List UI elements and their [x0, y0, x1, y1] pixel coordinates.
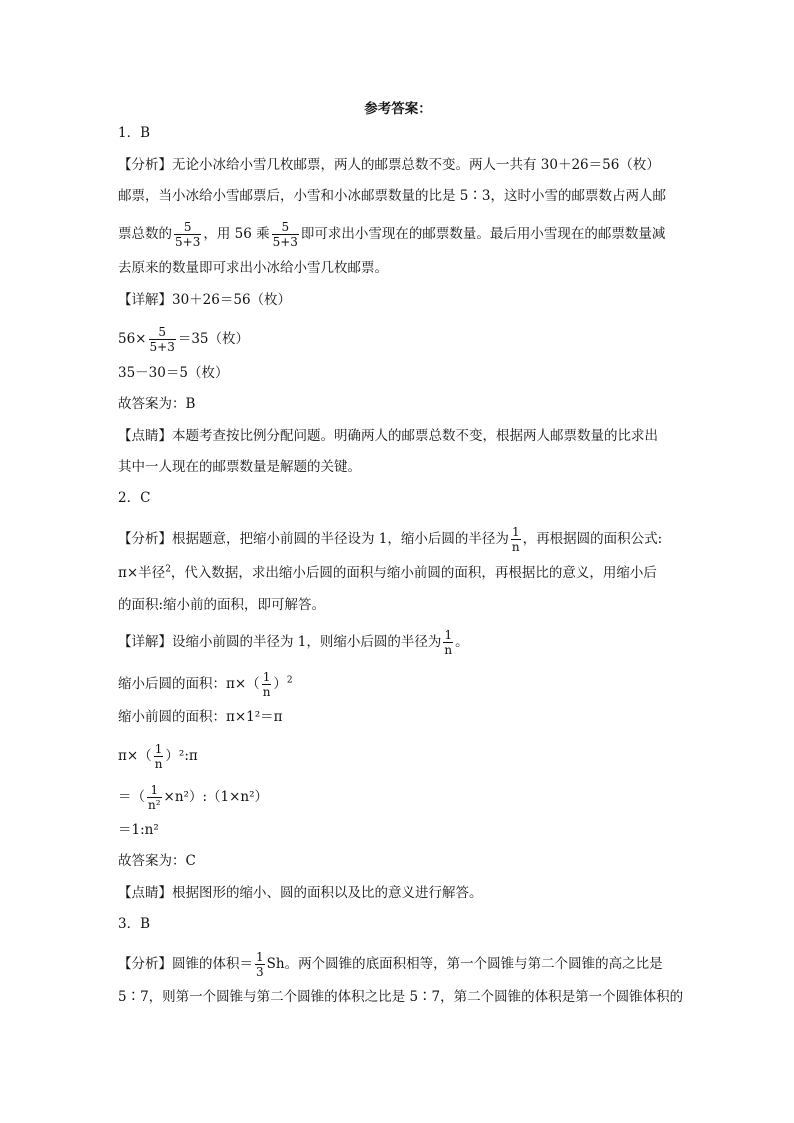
text: ）	[273, 676, 287, 692]
text: 即可求出小雪现在的邮票数量。最后用小雪现在的邮票数量减	[300, 226, 666, 242]
q2-comment: 【点睛】根据图形的缩小、圆的面积以及比的意义进行解答。	[118, 885, 483, 901]
text: 【详解】设缩小前圆的半径为 1，则缩小后圆的半径为	[118, 634, 442, 650]
q1-detail-line1: 【详解】30＋26＝56（枚）	[118, 292, 292, 308]
q2-answer: 2．C	[118, 490, 151, 506]
q1-final-answer: 故答案为：B	[118, 396, 196, 412]
numerator: 1	[256, 950, 264, 964]
q1-analysis-line2: 邮票，当小冰给小雪邮票后，小雪和小冰邮票数量的比是 5∶3，这时小雪的邮票数占两人邮	[118, 188, 666, 204]
text: Sh。两个圆锥的底面积相等，第一个圆锥与第二个圆锥的高之比是	[266, 956, 663, 972]
text: 缩小后圆的面积：π×（	[118, 676, 260, 692]
text: ）²:π	[165, 748, 198, 764]
q1-analysis-line3	[118, 220, 665, 249]
text: ×n²）:（1×n²）	[163, 789, 269, 805]
denominator: n	[262, 685, 271, 699]
numerator: 1	[444, 628, 453, 642]
fraction	[147, 783, 162, 812]
text: ，再根据圆的面积公式:	[522, 531, 663, 547]
text: 【分析】根据题意，把缩小前圆的半径设为 1，缩小后圆的半径为	[118, 531, 509, 547]
text: 【分析】圆锥的体积＝	[118, 956, 253, 972]
superscript: 2	[286, 675, 293, 686]
q1-detail-line2	[118, 325, 249, 354]
q2-detail-line3: 缩小前圆的面积：π×1²＝π	[118, 709, 283, 725]
q2-analysis-line1	[118, 525, 662, 554]
denominator: n²	[148, 798, 161, 812]
q2-final-answer: 故答案为：C	[118, 853, 196, 869]
q1-detail-line3: 35－30＝5（枚）	[118, 365, 229, 381]
fraction	[154, 742, 164, 771]
text: π×（	[118, 748, 152, 764]
fraction	[262, 670, 272, 699]
q2-detail-line2	[118, 670, 293, 699]
fraction	[255, 950, 265, 979]
q3-analysis-line2: 5∶7，则第一个圆锥与第二个圆锥的体积之比是 5∶7，第二个圆锥的体积是第一个圆锥体积的	[118, 989, 684, 1005]
denominator: n	[511, 540, 520, 554]
page-title: 参考答案：	[364, 101, 432, 117]
numerator: 1	[262, 670, 271, 684]
text: π×半径	[118, 565, 166, 581]
q1-analysis-line1: 【分析】无论小冰给小雪几枚邮票，两人的邮票总数不变。两人一共有 30＋26＝56（枚）	[118, 157, 660, 173]
denominator: n	[154, 757, 163, 771]
q1-analysis-line4: 去原来的数量即可求出小冰给小雪几枚邮票。	[118, 260, 388, 276]
numerator: 5	[183, 220, 192, 234]
superscript: 2	[165, 564, 171, 575]
text: ，代入数据，求出缩小后圆的面积与缩小前圆的面积，再根据比的意义，用缩小后	[170, 565, 657, 581]
q2-detail-line5	[118, 783, 268, 812]
numerator: 5	[281, 220, 290, 234]
text: 56×	[118, 331, 147, 347]
fraction	[511, 525, 521, 554]
denominator: 3	[256, 965, 264, 979]
q3-answer: 3．B	[118, 916, 151, 932]
denominator: 5+3	[149, 340, 175, 354]
q3-analysis-line1	[118, 950, 663, 979]
fraction	[272, 220, 299, 249]
q1-comment-line1: 【点睛】本题考查按比例分配问题。明确两人的邮票总数不变，根据两人邮票数量的比求出	[118, 428, 658, 444]
q2-detail-line4	[118, 742, 198, 771]
q2-detail-line6: ＝1:n²	[118, 822, 159, 838]
denominator: 5+3	[175, 235, 201, 249]
q1-answer: 1．B	[118, 125, 151, 141]
q1-comment-line2: 其中一人现在的邮票数量是解题的关键。	[118, 459, 361, 475]
fraction	[443, 628, 453, 657]
text: 。	[455, 634, 469, 650]
fraction	[149, 325, 176, 354]
numerator: 5	[158, 325, 166, 339]
numerator: 1	[154, 742, 163, 756]
text: ＝35（枚）	[177, 331, 250, 347]
numerator: 1	[511, 525, 520, 539]
denominator: n	[444, 643, 453, 657]
text: 票总数的	[118, 226, 172, 242]
q2-analysis-line2	[118, 563, 657, 583]
text: ＝（	[118, 789, 145, 805]
fraction	[174, 220, 201, 249]
text: ，用 56 乘	[203, 226, 270, 242]
q2-analysis-line3: 的面积:缩小前的面积，即可解答。	[118, 597, 326, 613]
numerator: 1	[150, 783, 159, 797]
q2-detail-line1	[118, 628, 469, 657]
denominator: 5+3	[272, 235, 298, 249]
